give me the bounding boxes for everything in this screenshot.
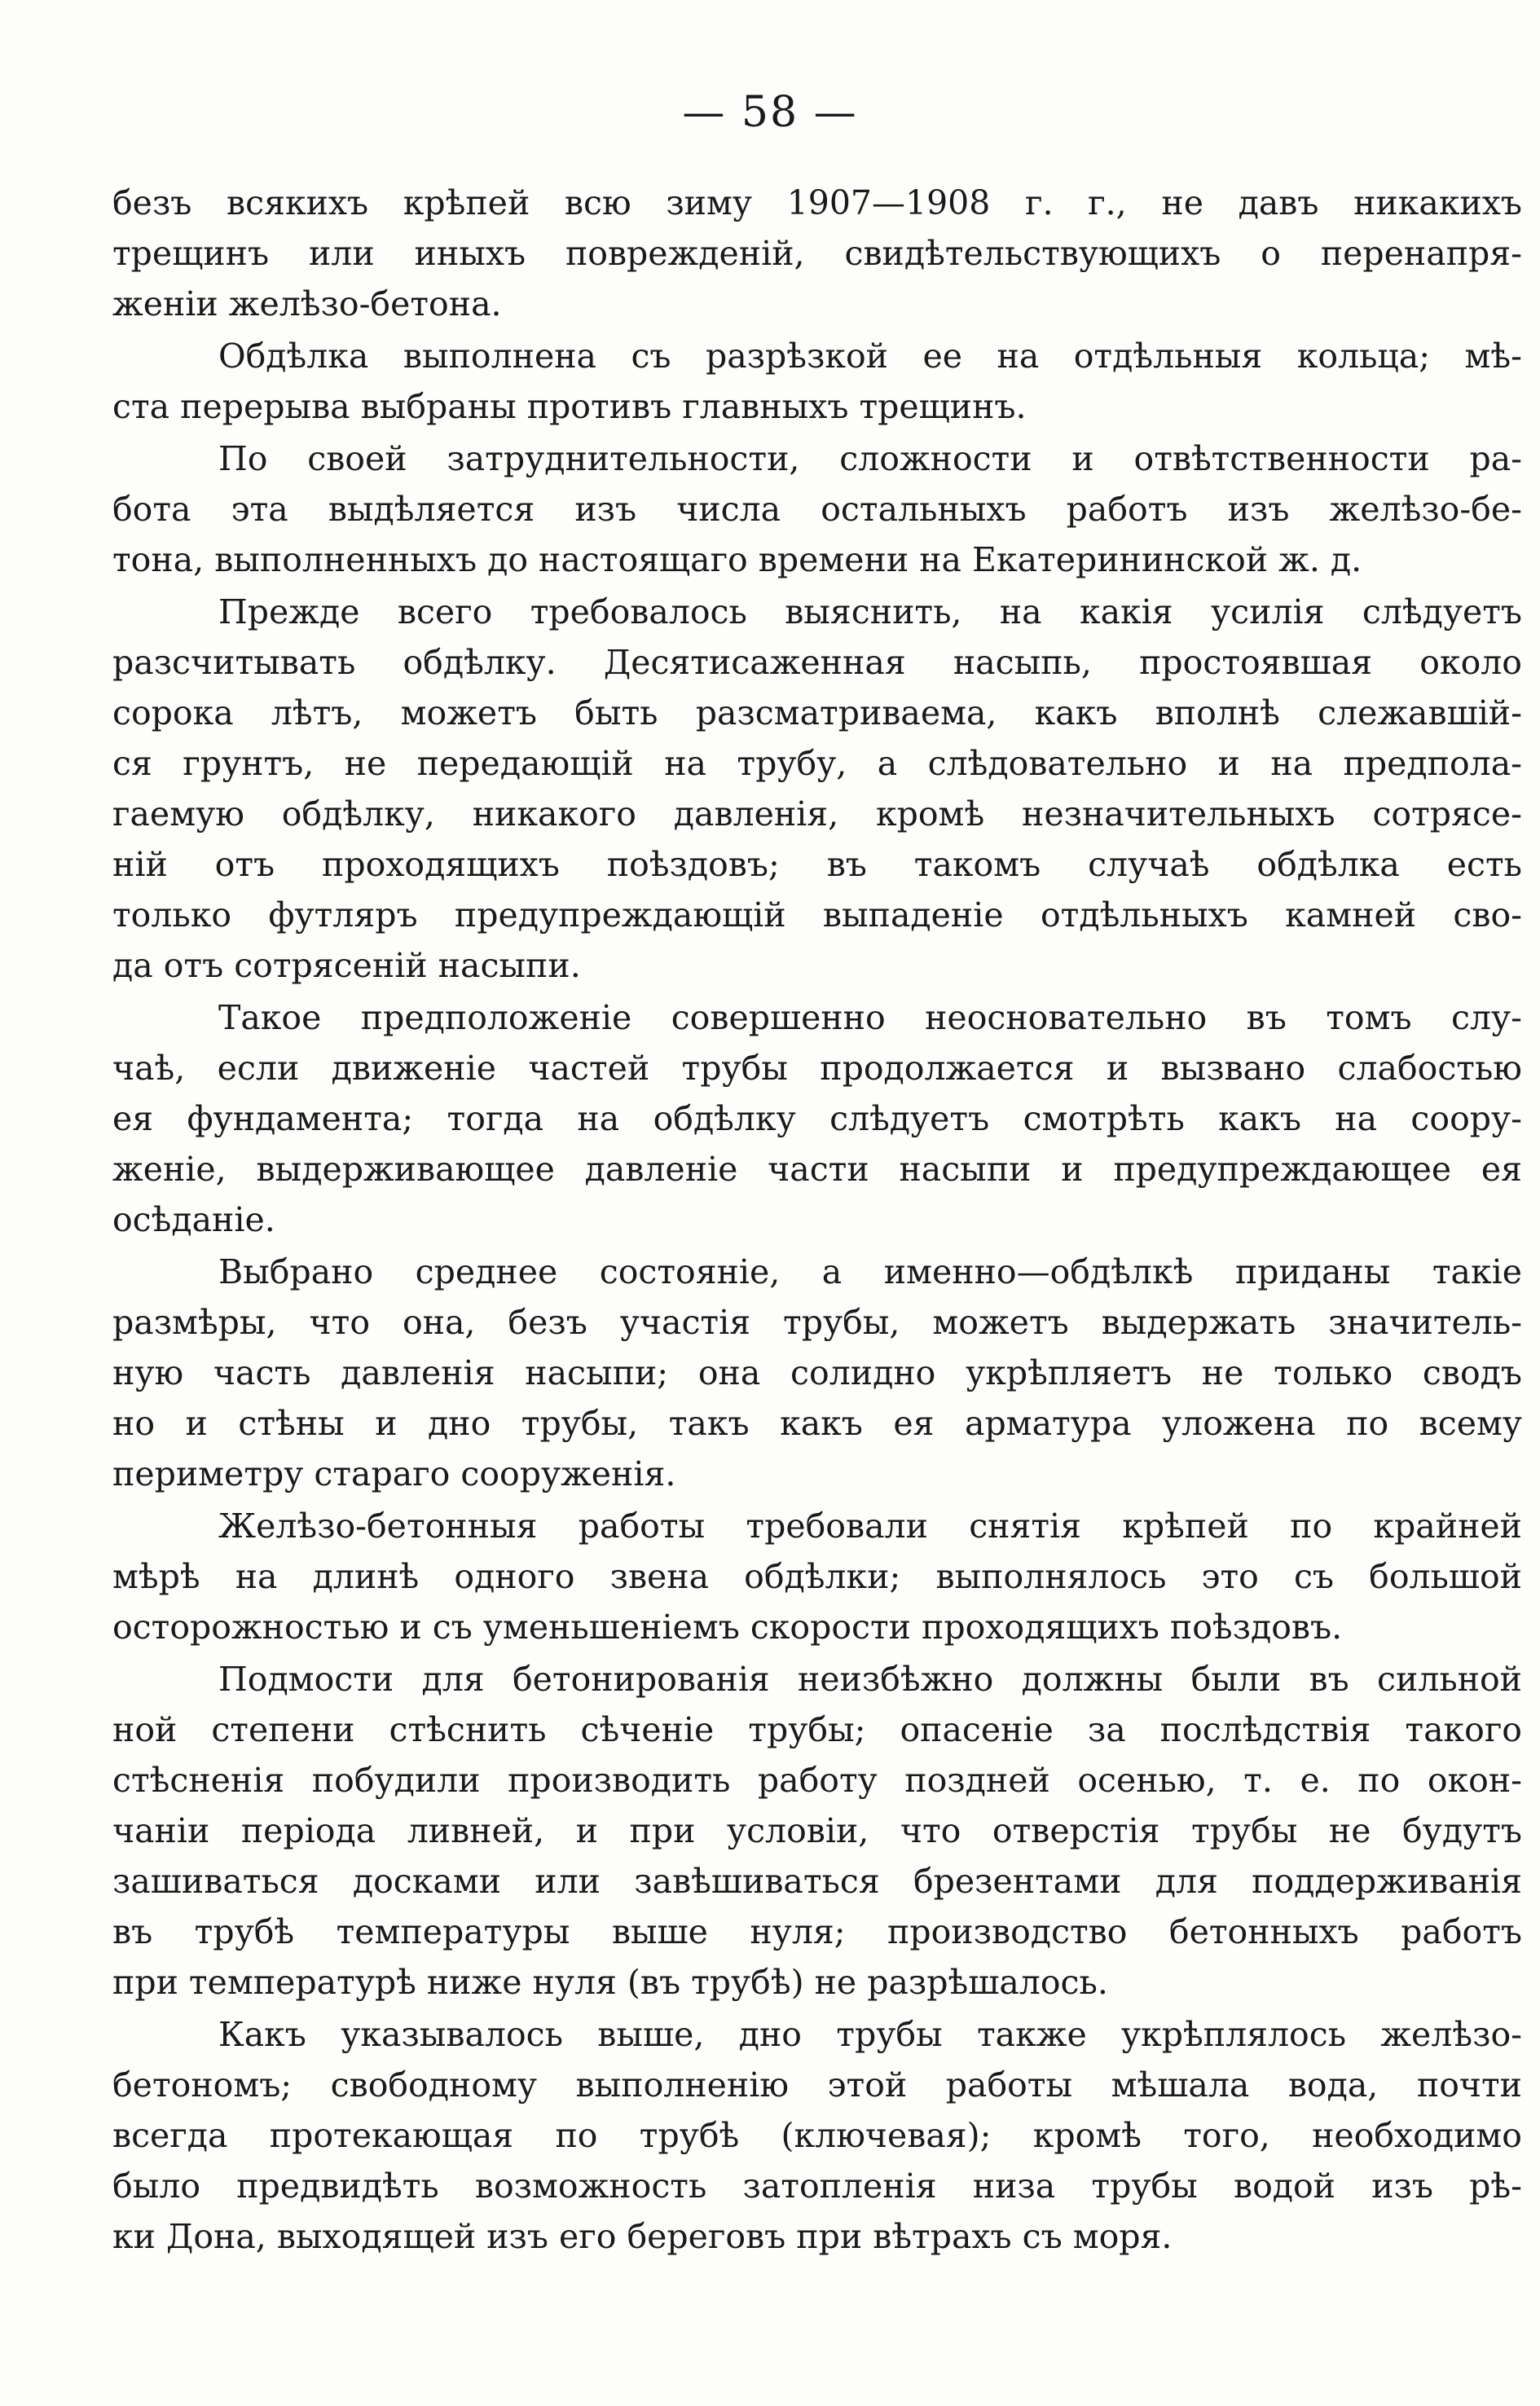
paragraph bbox=[112, 331, 1522, 432]
text-line: осѣданіе. bbox=[112, 1200, 275, 1239]
text-line: всегда протекающая по трубѣ (ключевая); кромѣ того, необходимо bbox=[112, 2116, 1522, 2155]
text-line: ки Дона, выходящей изъ его береговъ при вѣтрахъ съ моря. bbox=[112, 2217, 1173, 2256]
text-line: ея фундамента; тогда на обдѣлку слѣдуетъ смотрѣть какъ на соору- bbox=[112, 1099, 1522, 1138]
text-line: Выбрано среднее состояніе, а именно—обдѣлкѣ приданы такіе bbox=[218, 1252, 1522, 1291]
page-number: — 58 — bbox=[682, 88, 858, 137]
text-line: По своей затруднительности, сложности и отвѣтственности ра- bbox=[218, 439, 1522, 478]
text-line: сорока лѣтъ, можетъ быть разсматриваема, какъ вполнѣ слежавшій- bbox=[112, 693, 1522, 732]
text-line: мѣрѣ на длинѣ одного звена обдѣлки; выполнялось это съ большой bbox=[112, 1557, 1522, 1596]
text-line: Такое предположеніе совершенно неосновательно въ томъ слу- bbox=[218, 998, 1522, 1037]
text-line: при температурѣ ниже нуля (въ трубѣ) не разрѣшалось. bbox=[112, 1963, 1108, 2002]
text-line: разсчитывать обдѣлку. Десятисаженная насыпь, простоявшая около bbox=[112, 643, 1522, 682]
text-line: бетономъ; свободному выполненію этой работы мѣшала вода, почти bbox=[112, 2065, 1522, 2105]
text-line: безъ всякихъ крѣпей всю зиму 1907—1908 г. г., не давъ никакихъ bbox=[112, 183, 1522, 222]
text-line: зашиваться досками или завѣшиваться брезентами для поддерживанія bbox=[112, 1862, 1522, 1901]
text-line: Желѣзо-бетонныя работы требовали снятія крѣпей по крайней bbox=[218, 1506, 1522, 1546]
text-line: въ трубѣ температуры выше нуля; производство бетонныхъ работъ bbox=[112, 1912, 1522, 1951]
text-line: ста перерыва выбраны противъ главныхъ трещинъ. bbox=[112, 387, 1027, 426]
text-line: чаѣ, если движеніе частей трубы продолжается и вызвано слабостью bbox=[112, 1049, 1522, 1088]
paragraph bbox=[112, 178, 1522, 329]
text-line: было предвидѣть возможность затопленія низа трубы водой изъ рѣ- bbox=[112, 2166, 1522, 2206]
text-line: Какъ указывалось выше, дно трубы также укрѣплялось желѣзо- bbox=[218, 2015, 1522, 2054]
text-line: ной степени стѣснить сѣченіе трубы; опасеніе за послѣдствія такого bbox=[112, 1710, 1522, 1749]
body-text bbox=[112, 178, 1522, 2263]
text-line: Подмости для бетонированія неизбѣжно должны были въ сильной bbox=[218, 1660, 1522, 1699]
paragraph bbox=[112, 2009, 1522, 2262]
paragraph bbox=[112, 433, 1522, 585]
text-line: тона, выполненныхъ до настоящаго времени на Екатерининской ж. д. bbox=[112, 540, 1362, 579]
paragraph bbox=[112, 992, 1522, 1245]
text-line: периметру стараго сооруженія. bbox=[112, 1454, 676, 1493]
text-line: да отъ сотрясеній насыпи. bbox=[112, 946, 581, 985]
text-line: но и стѣны и дно трубы, такъ какъ ея арматура уложена по всему bbox=[112, 1404, 1522, 1443]
text-line: осторожностью и съ уменьшеніемъ скорости проходящихъ поѣздовъ. bbox=[112, 1608, 1343, 1647]
paragraph bbox=[112, 587, 1522, 991]
text-line: женіи желѣзо-бетона. bbox=[112, 284, 502, 323]
paragraph bbox=[112, 1247, 1522, 1499]
text-line: стѣсненія побудили производить работу поздней осенью, т. е. по окон- bbox=[112, 1761, 1522, 1800]
text-line: женіе, выдерживающее давленіе части насыпи и предупреждающее ея bbox=[112, 1150, 1522, 1189]
text-line: Прежде всего требовалось выяснить, на какія усилія слѣдуетъ bbox=[218, 592, 1522, 631]
text-line: размѣры, что она, безъ участія трубы, можетъ выдержать значитель- bbox=[112, 1303, 1522, 1342]
text-line: ную часть давленія насыпи; она солидно укрѣпляетъ не только сводъ bbox=[112, 1353, 1522, 1392]
text-line: бота эта выдѣляется изъ числа остальныхъ работъ изъ желѣзо-бе- bbox=[112, 490, 1522, 529]
text-line: чаніи періода ливней, и при условіи, что отверстія трубы не будутъ bbox=[112, 1811, 1522, 1850]
text-line: ся грунтъ, не передающій на трубу, а слѣдовательно и на предпола- bbox=[112, 744, 1522, 783]
text-line: Обдѣлка выполнена съ разрѣзкой ее на отдѣльныя кольца; мѣ- bbox=[218, 336, 1522, 376]
paragraph bbox=[112, 1501, 1522, 1652]
text-line: гаемую обдѣлку, никакого давленія, кромѣ незначительныхъ сотрясе- bbox=[112, 794, 1522, 834]
paragraph bbox=[112, 1654, 1522, 2008]
text-line: трещинъ или иныхъ поврежденій, свидѣтельствующихъ о перенапря- bbox=[112, 234, 1522, 273]
text-line: только футляръ предупреждающій выпаденіе отдѣльныхъ камней сво- bbox=[112, 895, 1522, 935]
text-line: ній отъ проходящихъ поѣздовъ; въ такомъ случаѣ обдѣлка есть bbox=[112, 845, 1522, 884]
